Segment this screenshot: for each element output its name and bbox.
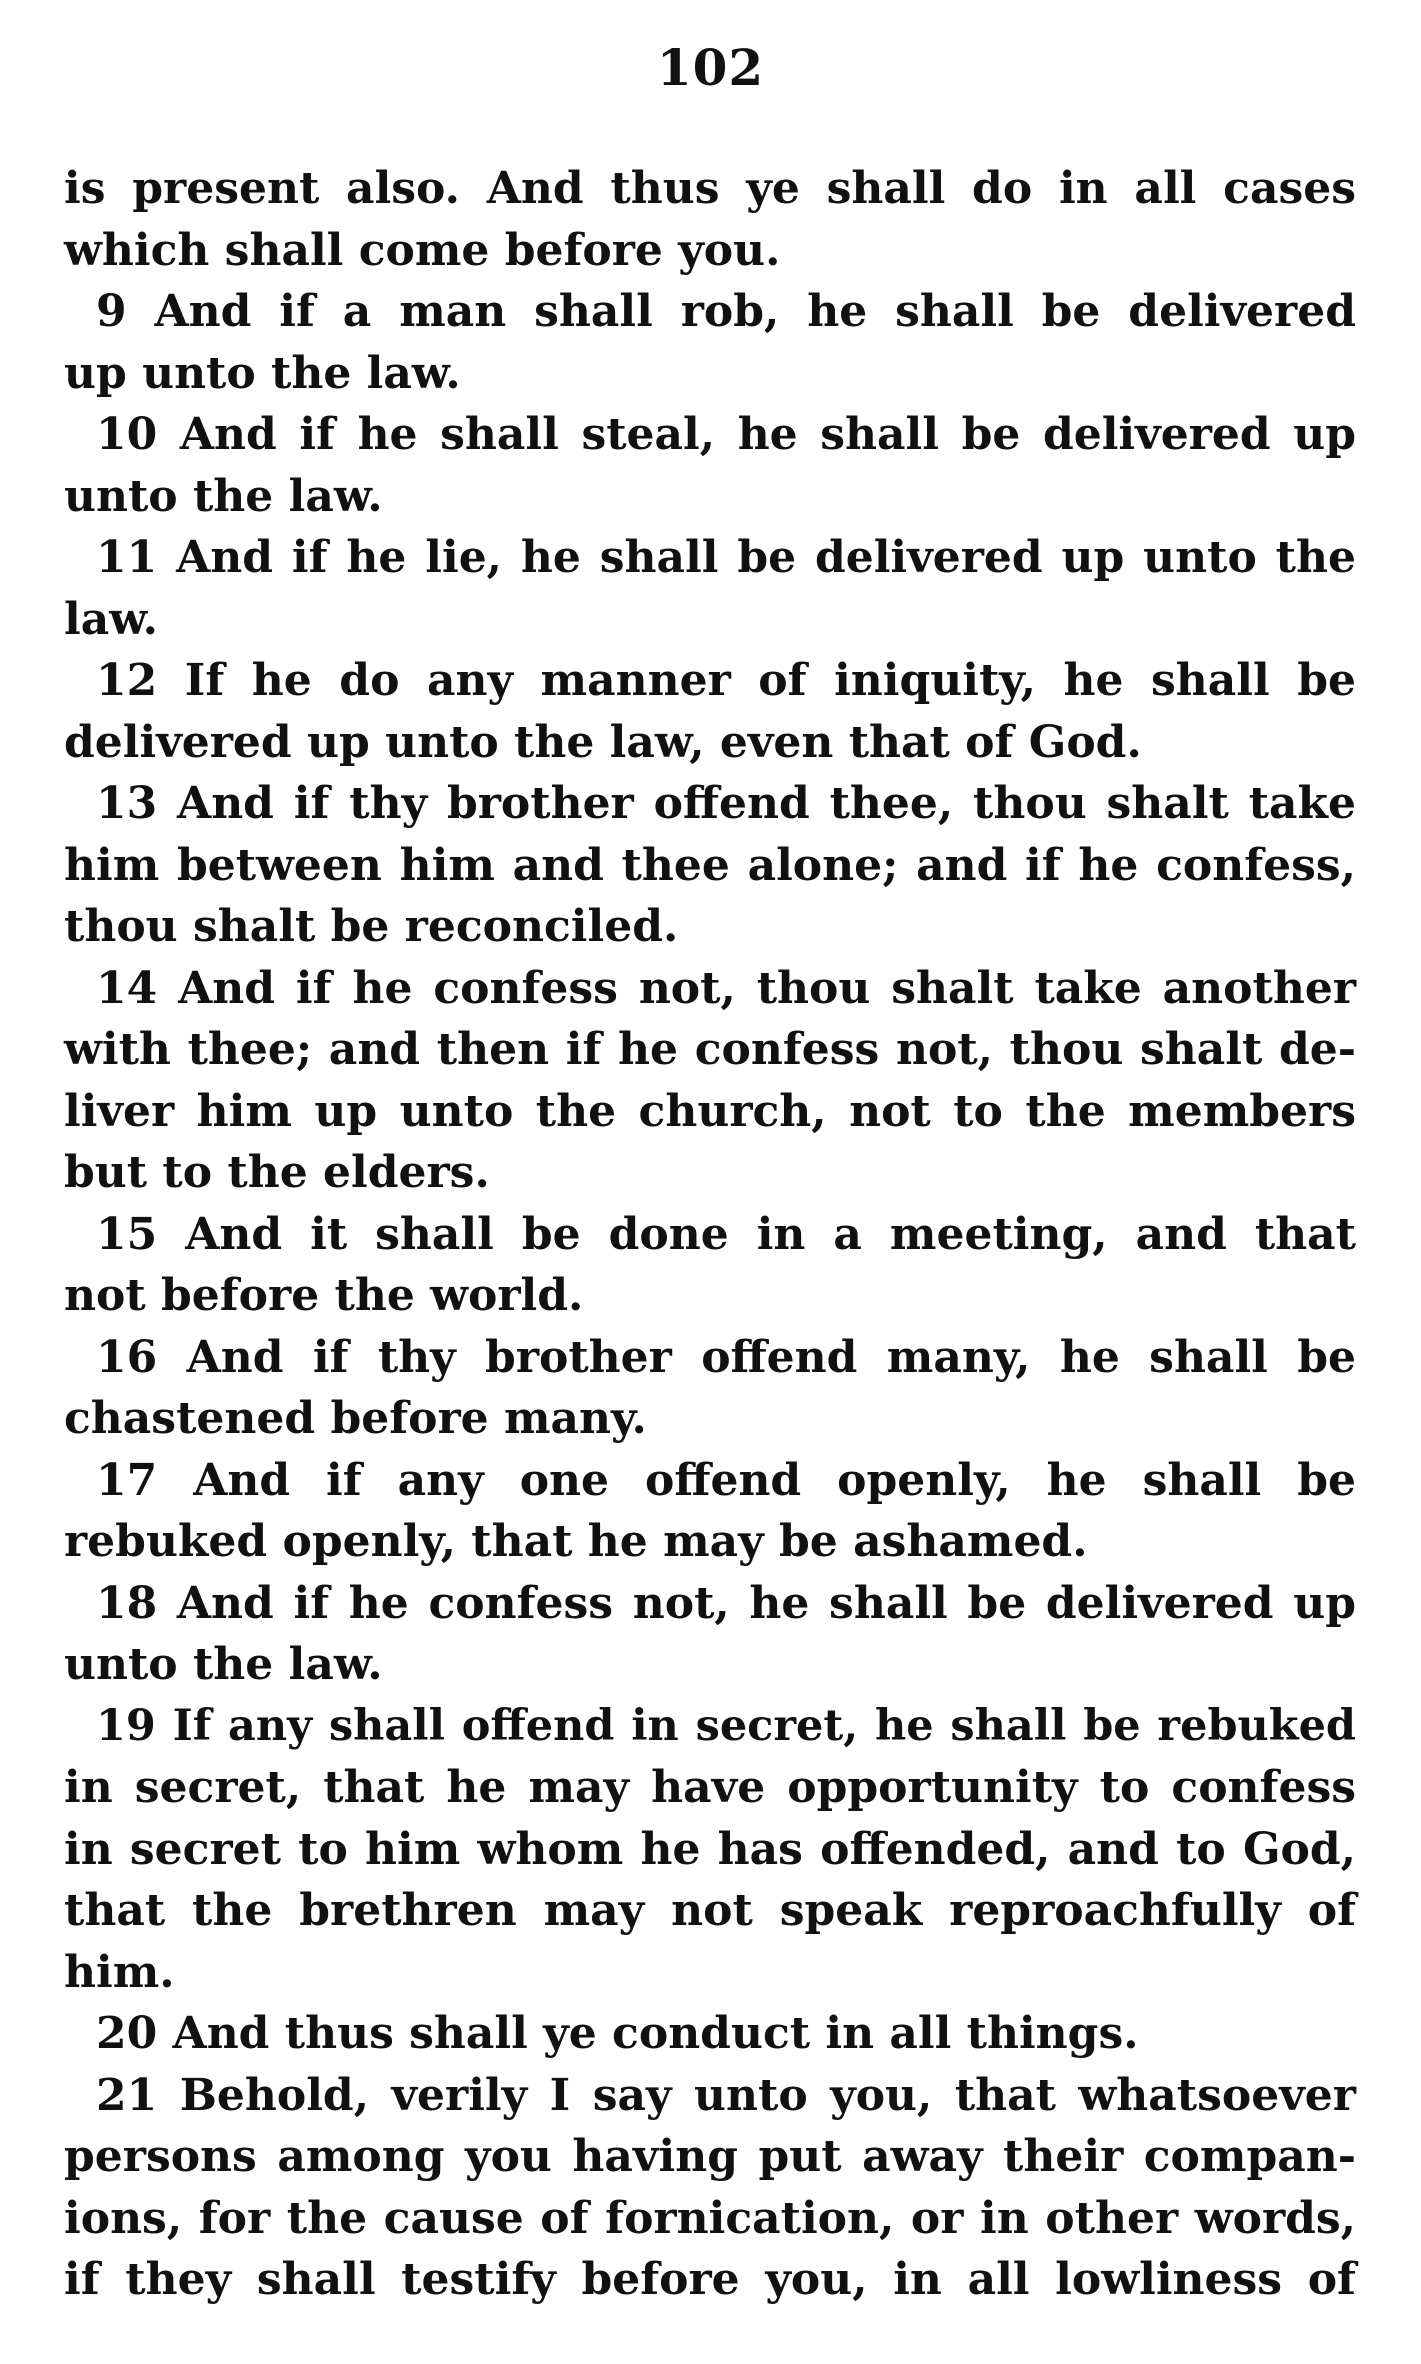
text-line: him. [64,1946,175,1998]
text-line: with thee; and then if he confess not, thou shalt de- [64,1024,1356,1075]
text-line: but to the elders. [64,1147,490,1198]
text-line: in secret, that he may have opportunity to confess [64,1762,1356,1813]
text-line: 14 And if he confess not, thou shalt take another [96,962,1356,1014]
text-line: which shall come before you. [64,224,781,276]
page-number: 102 [656,38,765,97]
text-line: 18 And if he confess not, he shall be delivered up [96,1577,1356,1629]
text-line: rebuked openly, that he may be ashamed. [64,1516,1088,1567]
text-line: persons among you having put away their compan- [64,2131,1356,2182]
text-line: chastened before many. [64,1393,647,1444]
text-line: 16 And if thy brother offend many, he shall be [96,1331,1356,1383]
text-line: 20 And thus shall ye conduct in all things. [96,2008,1139,2059]
text-line: law. [64,593,158,645]
page-body-text [64,158,1356,2311]
text-line: unto the law. [64,1639,383,1690]
text-line: him between him and thee alone; and if he confess, [64,839,1356,891]
text-line: is present also. And thus ye shall do in all cases [64,163,1356,214]
text-line: 10 And if he shall steal, he shall be delivered up [96,409,1356,460]
text-line: 15 And it shall be done in a meeting, and that [96,1208,1356,1260]
text-line: in secret to him whom he has offended, and to God, [64,1823,1356,1875]
text-line: delivered up unto the law, even that of God. [64,716,1142,768]
text-line: 13 And if thy brother offend thee, thou shalt take [96,778,1356,829]
text-line: up unto the law. [64,347,461,399]
text-line: 11 And if he lie, he shall be delivered up unto the [96,532,1356,583]
text-line: 12 If he do any manner of iniquity, he shall be [96,655,1356,706]
text-line: if they shall testify before you, in all lowliness of [64,2254,1356,2305]
text-line: 19 If any shall offend in secret, he shall be rebuked [96,1700,1356,1751]
text-line: not before the world. [64,1270,584,1321]
text-line: 9 And if a man shall rob, he shall be delivered [96,286,1356,337]
text-line: ions, for the cause of fornication, or in other words, [64,2192,1356,2244]
text-line: thou shalt be reconciled. [64,901,679,952]
text-line: liver him up unto the church, not to the members [64,1085,1356,1137]
text-line: 21 Behold, verily I say unto you, that whatsoever [96,2069,1356,2121]
text-line: that the brethren may not speak reproachfully of [64,1885,1356,1936]
text-line: 17 And if any one offend openly, he shall be [96,1454,1356,1506]
text-line: unto the law. [64,470,383,522]
